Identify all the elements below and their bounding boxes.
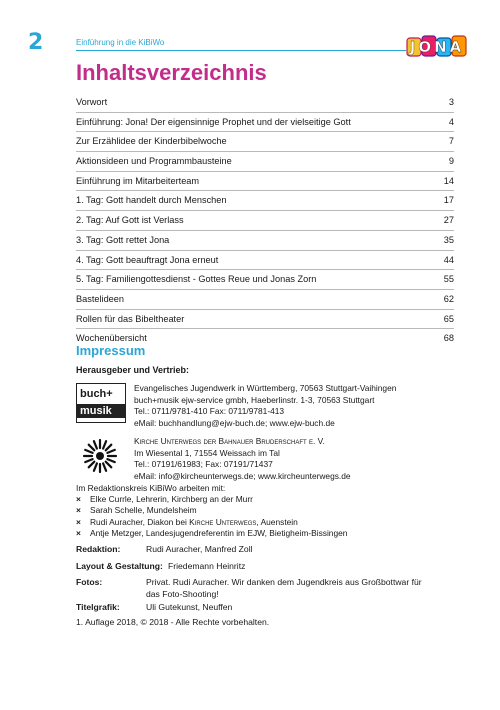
redaktion-intro: Im Redaktionskreis KiBiWo arbeiten mit: (76, 483, 226, 493)
toc-entry-title: 2. Tag: Auf Gott ist Verlass (76, 215, 184, 226)
toc-entry (76, 191, 454, 211)
toc-entry-page: 68 (443, 333, 454, 344)
toc-entry-page: 4 (448, 116, 454, 127)
copyright-line: 1. Auflage 2018, © 2018 - Alle Rechte vorbehalten. (76, 617, 270, 627)
list-item: × Antje Metzger, Landesjugendreferentin im EJW, Bietigheim-Bissingen (76, 528, 347, 539)
impressum-title: Impressum (76, 343, 146, 358)
toc-entry-page: 65 (443, 313, 454, 324)
toc-entry-page: 3 (448, 97, 454, 107)
jona-logo (406, 34, 468, 60)
toc-entry (76, 270, 454, 290)
running-header: Einführung in die KiBiWo (76, 38, 165, 47)
credit-value: Friedemann Heinritz (168, 561, 246, 571)
list-item: × Sarah Schelle, Mundelsheim (76, 505, 347, 516)
page-number: 2 (28, 30, 44, 55)
toc-entry-page: 62 (443, 293, 454, 304)
list-item: × Rudi Auracher, Diakon bei Kirche Unterwegs, Auenstein (76, 517, 347, 528)
toc-entry-page: 7 (448, 136, 454, 147)
credit-label: Redaktion: (76, 544, 121, 554)
toc-entry-title: Bastelideen (76, 293, 125, 304)
toc-entry-title: Einführung im Mitarbeiterteam (76, 175, 200, 186)
credit-value: Privat. Rudi Auracher. Wir danken dem Jugendkreis aus Großbottwar für (146, 577, 422, 587)
toc-entry-title: 4. Tag: Gott beauftragt Jona erneut (76, 254, 219, 265)
credit-titelgrafik (76, 602, 232, 614)
credit-label: Titelgrafik: (76, 602, 120, 612)
toc-entry-title: Wochenübersicht (76, 333, 147, 344)
publisher1-line: Tel.: 0711/9781-410 Fax: 0711/9781-413 (134, 406, 285, 416)
publisher1-line: buch+musik ejw-service gmbh, Haeberlinstr. 1-3, 70563 Stuttgart (134, 394, 375, 405)
publisher1-line: eMail: buchhandlung@ejw-buch.de; www.ejw-buch.de (134, 417, 335, 428)
toc-entry (76, 172, 454, 192)
toc-entry (76, 132, 454, 152)
toc-entry-title: Rollen für das Bibeltheater (76, 313, 185, 324)
credit-value: Uli Gutekunst, Neuffen (146, 602, 233, 612)
toc-entry-page: 17 (443, 195, 454, 206)
buch-musik-logo-line1: buch+ (80, 388, 113, 400)
toc-entry (76, 251, 454, 271)
toc-entry-page: 14 (443, 175, 454, 186)
toc-entry-title: 3. Tag: Gott rettet Jona (76, 234, 170, 245)
publisher2-name: Kirche Unterwegs der Bahnauer Bruderschaft e. V. (134, 436, 325, 446)
buch-musik-logo (76, 383, 126, 423)
member-list (76, 494, 347, 539)
toc-entry-title: 1. Tag: Gott handelt durch Menschen (76, 195, 227, 206)
toc-entry-page: 44 (443, 254, 454, 265)
publisher1-line: Evangelisches Jugendwerk in Württemberg, 70563 Stuttgart-Vaihingen (134, 383, 397, 393)
jona-logo-text: JONA (409, 38, 465, 56)
credit-label: Layout & Gestaltung: (76, 561, 163, 571)
toc-entry (76, 231, 454, 251)
toc-entry (76, 310, 454, 330)
credit-value: das Foto-Shooting! (146, 588, 219, 599)
toc-entry-title: Aktionsideen und Programmbausteine (76, 156, 232, 167)
publisher-heading: Herausgeber und Vertrieb: (76, 365, 190, 375)
toc-entry-title: 5. Tag: Familiengottesdienst - Gottes Reue und Jonas Zorn (76, 274, 317, 285)
table-of-contents (76, 93, 454, 348)
publisher2-line: Tel.: 07191/61983; Fax: 07191/71437 (134, 459, 273, 469)
toc-entry-page: 55 (443, 274, 454, 285)
buch-musik-logo-line2: musik (77, 404, 125, 418)
toc-entry (76, 290, 454, 310)
credit-layout (76, 561, 245, 573)
toc-entry-page: 9 (448, 156, 454, 167)
publisher1-block (134, 383, 396, 429)
publisher2-block (134, 436, 351, 482)
toc-entry (76, 93, 454, 113)
toc-entry (76, 211, 454, 231)
toc-title: Inhaltsverzeichnis (76, 60, 267, 85)
header-rule (76, 50, 406, 51)
kirche-unterwegs-logo (80, 436, 120, 476)
credit-redaktion (76, 544, 253, 556)
toc-entry-page: 27 (443, 215, 454, 226)
list-item: × Elke Currle, Lehrerin, Kirchberg an der Murr (76, 494, 347, 505)
credit-label: Fotos: (76, 577, 103, 587)
toc-entry-page: 35 (443, 234, 454, 245)
credit-fotos (76, 577, 422, 600)
toc-entry-title: Einführung: Jona! Der eigensinnige Prophet und der vielseitige Gott (76, 116, 351, 127)
toc-entry (76, 152, 454, 172)
credit-value: Rudi Auracher, Manfred Zoll (146, 544, 253, 554)
toc-entry-title: Zur Erzählidee der Kinderbibelwoche (76, 136, 227, 147)
toc-entry (76, 113, 454, 133)
publisher2-line: eMail: info@kircheunterwegs.de; www.kircheunterwegs.de (134, 470, 351, 481)
toc-entry-title: Vorwort (76, 97, 108, 107)
publisher2-line: Im Wiesental 1, 71554 Weissach im Tal (134, 447, 280, 458)
